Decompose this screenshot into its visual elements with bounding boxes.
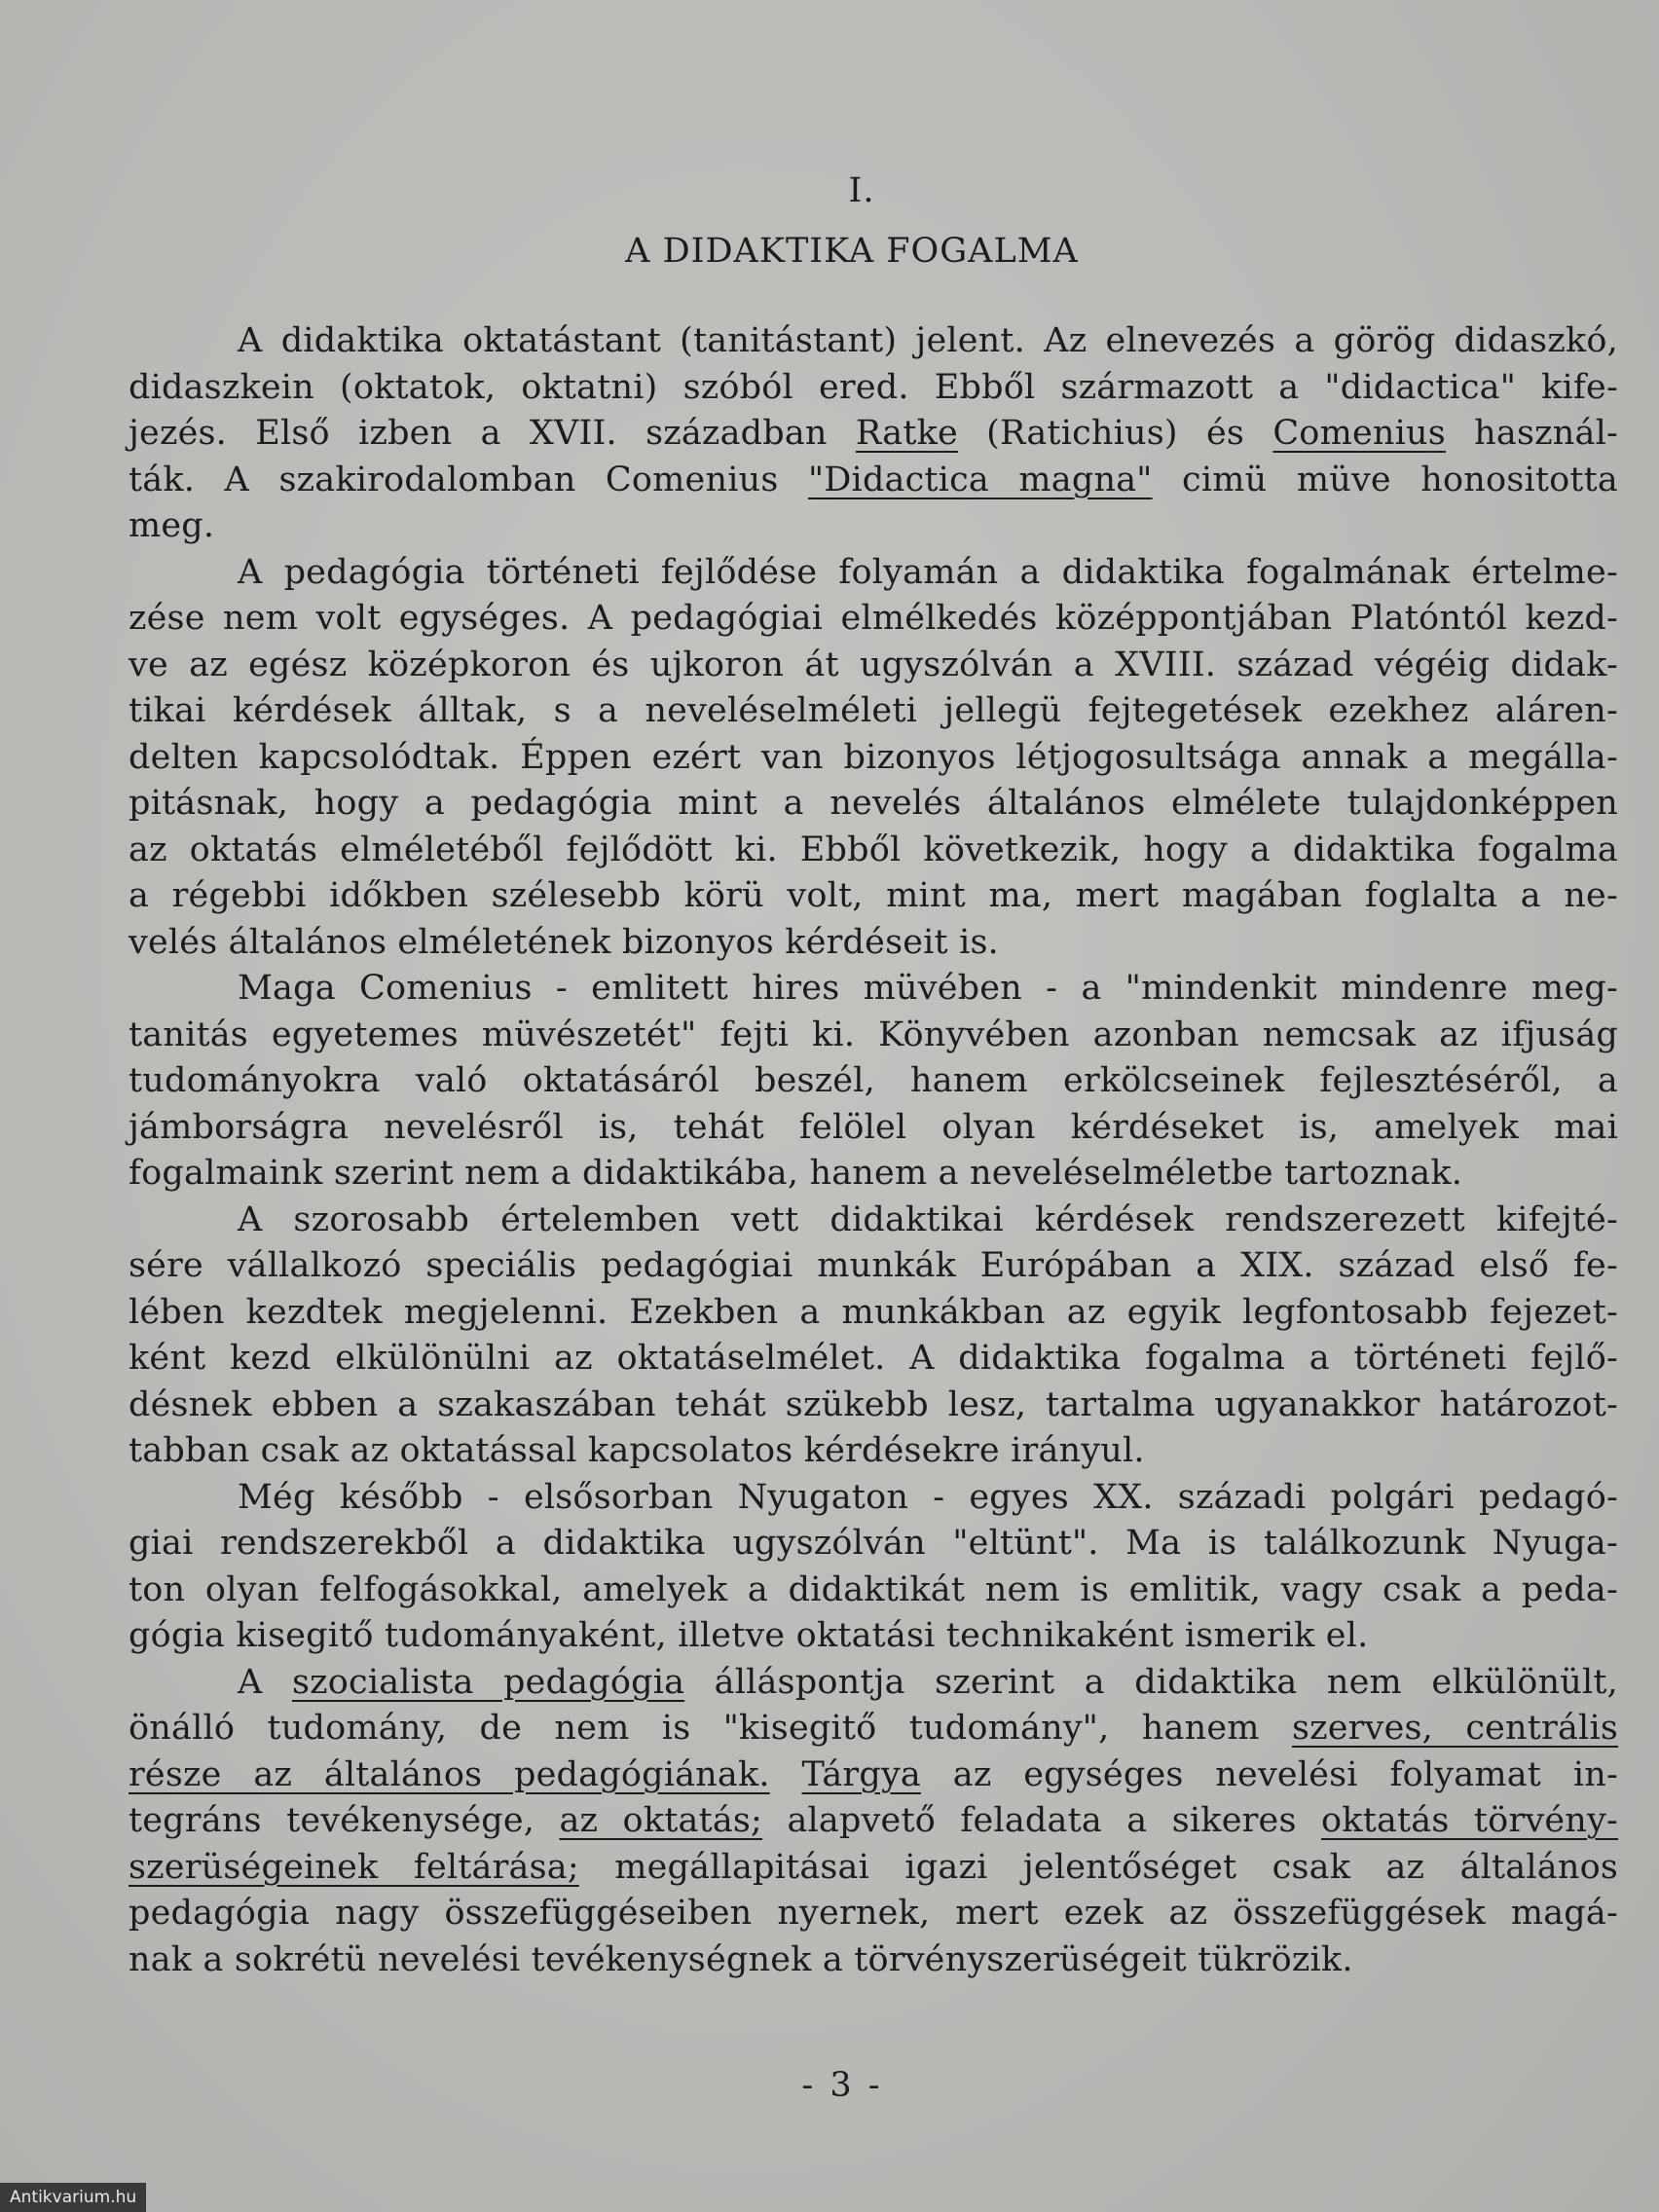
underlined-phrase: szerüségeinek feltárása; [129, 1847, 579, 1887]
text-line: az oktatás elméletéből fejlődött ki. Ebből következik, hogy a didaktika fogalma [129, 830, 1618, 869]
page-number: - 3 - [801, 2066, 883, 2105]
text-line [129, 411, 1618, 458]
underlined-name-ratke: Ratke [855, 414, 958, 453]
text-segment: megállapitásai igazi jelentőséget csak az általános [578, 1847, 1619, 1887]
text-segment: ták. A szakirodalomban Comenius [129, 460, 808, 499]
underlined-phrase: oktatás törvény- [1321, 1801, 1618, 1840]
underlined-title-didactica-magna: "Didactica magna" [807, 460, 1153, 499]
text-segment: az egységes nevelési folyamat in- [921, 1754, 1619, 1794]
text-line: tanitás egyetemes müvészetét" fejti ki. Könyvében azonban nemcsak az ifjuság [129, 1014, 1618, 1054]
text-line [129, 458, 1618, 504]
text-line: jámborságra nevelésről is, tehát felölel olyan kérdéseket is, amelyek mai [129, 1107, 1618, 1147]
text-line: ve az egész középkoron és ujkoron át ugyszólván a XVIII. század végéig didak- [129, 645, 1618, 684]
text-line: velés általános elméletének bizonyos kérdéseit is. [129, 922, 1000, 962]
text-line: delten kapcsolódtak. Éppen ezért van bizonyos létjogosultsága annak a megálla- [129, 737, 1618, 777]
text-line: tabban csak az oktatással kapcsolatos kérdésekre irányul. [129, 1431, 1145, 1470]
text-line: lében kezdtek megjelenni. Ezekben a munkákban az egyik legfontosabb fejezet- [129, 1292, 1618, 1332]
text-line [129, 1660, 1618, 1707]
text-line [129, 1845, 1618, 1892]
text-line: ként kezd elkülönülni az oktatáselmélet. A didaktika fogalma a történeti fejlő- [129, 1339, 1618, 1378]
text-line: fogalmaink szerint nem a didaktikába, hanem a neveléselméletbe tartoznak. [129, 1154, 1463, 1193]
chapter-number: I. [848, 171, 875, 210]
text-segment: alapvető feladata a sikeres [762, 1801, 1322, 1840]
text-line: Maga Comenius - emlitett hires müvében - a "mindenkit mindenre meg- [238, 969, 1618, 1008]
chapter-title: A DIDAKTIKA FOGALMA [625, 232, 1079, 271]
text-segment: (Ratichius) és [957, 414, 1273, 453]
text-line: A szorosabb értelemben vett didaktikai kérdések rendszerezett kifejté- [238, 1199, 1618, 1239]
text-line: meg. [129, 506, 215, 545]
text-line: giai rendszerekből a didaktika ugyszólván "eltünt". Ma is találkozunk Nyuga- [129, 1524, 1618, 1563]
text-line: tudományokra való oktatásáról beszél, hanem erkölcseinek fejlesztéséről, a [129, 1061, 1618, 1100]
text-segment: használ- [1445, 414, 1618, 453]
text-segment: tegráns tevékenysége, [129, 1801, 560, 1840]
text-line: Még később - elsősorban Nyugaton - egyes XX. századi polgári pedagó- [238, 1477, 1618, 1517]
body-text [129, 318, 1618, 1983]
text-line: didaszkein (oktatok, oktatni) szóból ered. Ebből származott a "didactica" kife- [129, 367, 1618, 407]
text-line: A didaktika oktatástant (tanitástant) jelent. Az elnevezés a görög didaszkó, [238, 321, 1618, 360]
underlined-phrase: az oktatás; [559, 1801, 763, 1840]
text-line: zése nem volt egységes. A pedagógiai elmélkedés középpontjában Platóntól kezd- [129, 599, 1618, 638]
underlined-phrase: Tárgya [801, 1754, 921, 1794]
text-segment: önálló tudomány, de nem is "kisegitő tudomány", hanem [129, 1709, 1292, 1748]
text-line: sére vállalkozó speciális pedagógiai munkák Európában a XIX. század első fe- [129, 1246, 1618, 1285]
text-line: pitásnak, hogy a pedagógia mint a nevelés általános elmélete tulajdonképpen [129, 784, 1618, 823]
text-segment [770, 1755, 802, 1794]
text-line [129, 1798, 1618, 1845]
text-segment: A [238, 1662, 292, 1702]
underlined-phrase: szocialista pedagógia [291, 1662, 685, 1702]
watermark-label: Antikvarium.hu [0, 2183, 146, 2212]
text-segment: álláspontja szerint a didaktika nem elkülönült, [684, 1662, 1618, 1702]
text-line: pedagógia nagy összefüggéseiben nyernek, mert ezek az összefüggések magá- [129, 1894, 1618, 1933]
text-line: A pedagógia történeti fejlődése folyamán a didaktika fogalmának értelme- [238, 552, 1618, 592]
text-line [129, 1752, 1618, 1799]
text-line: nak a sokrétü nevelési tevékenységnek a törvényszerüségeit tükrözik. [129, 1939, 1353, 1979]
text-segment: cimü müve honositotta [1152, 460, 1619, 499]
text-line: ton olyan felfogásokkal, amelyek a didaktikát nem is emlitik, vagy csak a peda- [129, 1569, 1618, 1609]
text-line: gógia kisegitő tudományaként, illetve oktatási technikaként ismerik el. [129, 1616, 1369, 1655]
text-line: tikai kérdések álltak, s a neveléselméleti jellegü fejtegetések ezekhez aláren- [129, 691, 1618, 730]
text-line: a régebbi időkben szélesebb körü volt, mint ma, mert magában foglalta a ne- [129, 876, 1618, 915]
underlined-phrase: része az általános pedagógiának. [129, 1754, 770, 1794]
text-segment: jezés. Első izben a XVII. században [129, 414, 856, 453]
underlined-phrase: szerves, centrális [1291, 1709, 1618, 1748]
underlined-name-comenius: Comenius [1272, 414, 1446, 453]
text-line: désnek ebben a szakaszában tehát szükebb lesz, tartalma ugyanakkor határozot- [129, 1384, 1618, 1424]
text-line [129, 1706, 1618, 1752]
